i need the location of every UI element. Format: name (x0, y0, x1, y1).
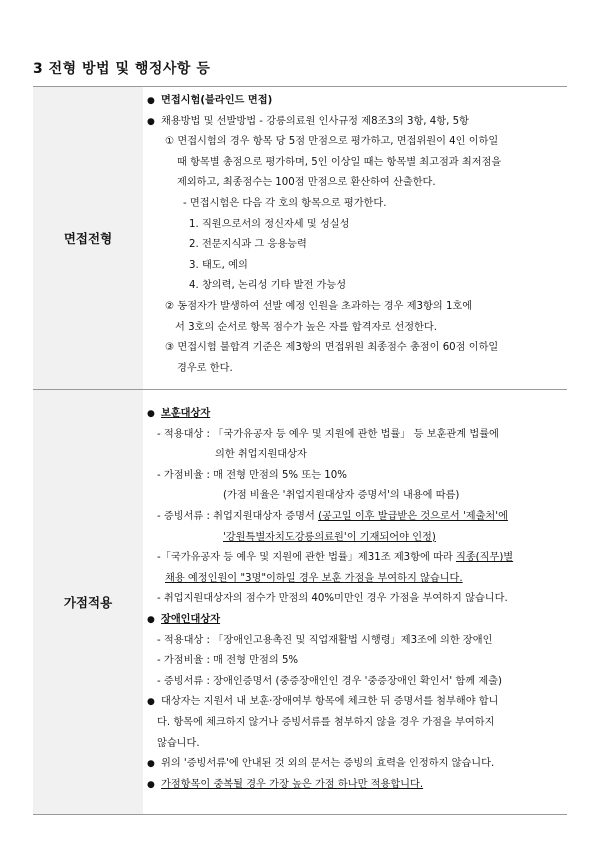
bonus-line (143, 610, 567, 631)
interview-content (143, 87, 567, 389)
line-text: 제외하고, 최종점수는 100점 만점으로 환산하여 산출한다. (177, 177, 436, 189)
bonus-header: 가점적용 (33, 390, 143, 814)
interview-line (143, 91, 567, 112)
line-text: 2. 전문지식과 그 응용능력 (189, 239, 307, 251)
bonus-line (143, 651, 567, 672)
bonus-line (143, 631, 567, 652)
line-text: 보훈대상자 (161, 408, 211, 419)
interview-line (143, 173, 567, 194)
interview-line (143, 153, 567, 174)
line-text: 서 3호의 순서로 항목 점수가 높은 자를 합격자로 선정한다. (175, 321, 437, 333)
bonus-line (143, 569, 567, 590)
interview-line (143, 318, 567, 339)
bonus-line (143, 445, 567, 466)
line-text: ① 면접시험의 경우 항목 당 5점 만점으로 평가하고, 면접위원이 4인 이하일 (165, 136, 499, 148)
line-text: 채용방법 및 선발방법 - 강릉의료원 인사규정 제8조3의 3항, 4항, 5항 (161, 115, 469, 127)
interview-line (143, 276, 567, 297)
bullet-icon: ● (147, 697, 155, 708)
line-text: - 취업지원대상자의 점수가 만점의 40%미만인 경우 가점을 부여하지 않습니다. (157, 593, 508, 605)
bonus-line (143, 425, 567, 446)
interview-line (143, 359, 567, 380)
bonus-line (143, 672, 567, 693)
interview-line (143, 338, 567, 359)
line-text: 경우로 한다. (177, 362, 233, 374)
line-text: - 적용대상 : 「국가유공자 등 예우 및 지원에 관한 법률」 등 보훈관계 법률에 (157, 428, 499, 440)
line-text: 대상자는 지원서 내 보훈·장애여부 항목에 체크한 뒤 증명서를 첨부해야 합니 (161, 696, 499, 708)
line-text: 않습니다. (157, 737, 200, 749)
interview-line (143, 112, 567, 133)
line-text: 면접시험(블라인드 면접) (161, 95, 273, 106)
selection-table (33, 86, 567, 815)
bonus-line (143, 734, 567, 755)
bonus-line (143, 692, 567, 713)
line-text: 3. 태도, 예의 (189, 259, 248, 271)
bullet-icon: ● (147, 614, 155, 625)
bonus-line (143, 528, 567, 549)
line-text: ② 동점자가 발생하여 선발 예정 인원을 초과하는 경우 제3항의 1호에 (165, 300, 473, 312)
line-text: - 적용대상 : 「장애인고용촉진 및 직업재활법 시행령」제3조에 의한 장애인 (157, 634, 493, 646)
line-text: (가점 비율은 '취업지원대상자 증명서'의 내용에 따름) (223, 490, 460, 502)
bullet-icon: ● (147, 96, 155, 106)
underlined-text: (공고일 이후 발급받은 것으로서 '제출처'에 (318, 510, 508, 522)
interview-header: 면접전형 (33, 87, 143, 389)
line-text: 때 항목별 총점으로 평가하며, 5인 이상일 때는 항목별 최고점과 최저점을 (177, 156, 502, 168)
bonus-line (143, 589, 567, 610)
bonus-line (143, 775, 567, 796)
line-text: - 가점비율 : 매 전형 만점의 5% (157, 655, 299, 667)
line-text: -「국가유공자 등 예우 및 지원에 관한 법률」제31조 제3항에 따라 (157, 552, 456, 564)
line-text: 장애인대상자 (161, 613, 221, 625)
bullet-icon: ● (147, 759, 155, 770)
line-text: 4. 창의력, 논리성 기타 발전 가능성 (189, 280, 347, 292)
bullet-icon: ● (147, 116, 155, 127)
line-text: - 가점비율 : 매 전형 만점의 5% 또는 10% (157, 469, 347, 481)
bonus-line (143, 466, 567, 487)
bonus-line (143, 713, 567, 734)
line-text: - 증빙서류 : 장애인증명서 (중증장애인인 경우 '중증장애인 확인서' 함께 제출) (157, 675, 503, 687)
interview-line (143, 132, 567, 153)
underlined-text: 직종(직무)별 (455, 552, 514, 564)
bonus-line (143, 507, 567, 528)
line-text: 가점항목이 중복될 경우 가장 높은 가점 하나만 적용합니다. (161, 778, 424, 790)
bonus-line (143, 548, 567, 569)
interview-line (143, 235, 567, 256)
bonus-line (143, 754, 567, 775)
bonus-line (143, 404, 567, 425)
bonus-content (143, 390, 567, 814)
interview-row (33, 87, 567, 390)
bullet-icon: ● (147, 779, 155, 790)
line-text: ③ 면접시험 불합격 기준은 제3항의 면접위원 최종점수 총점이 60점 이하일 (165, 342, 499, 354)
interview-line (143, 256, 567, 277)
line-text: 채용 예정인원이 "3명"이하일 경우 보훈 가점을 부여하지 않습니다. (165, 572, 463, 584)
bonus-line (143, 486, 567, 507)
interview-line (143, 215, 567, 236)
line-text: - 증빙서류 : 취업지원대상자 증명서 (157, 510, 319, 522)
line-text: - 면접시험은 다음 각 호의 항목으로 평가한다. (183, 197, 387, 209)
interview-line (143, 297, 567, 318)
line-text: 1. 직원으로서의 정신자세 및 성실성 (189, 218, 350, 230)
line-text: '강원특별자치도강릉의료원'이 기재되어야 인정) (223, 531, 436, 543)
line-text: 다. 항목에 체크하지 않거나 증빙서류를 첨부하지 않을 경우 가점을 부여하지 (157, 716, 495, 728)
bonus-row (33, 390, 567, 815)
line-text: 위의 '증빙서류'에 안내된 것 외의 문서는 증빙의 효력을 인정하지 않습니다. (161, 758, 495, 770)
section-title: 3 전형 방법 및 행정사항 등 (33, 61, 211, 77)
line-text: 의한 취업지원대상자 (215, 449, 307, 461)
bullet-icon: ● (147, 409, 155, 419)
interview-line (143, 194, 567, 215)
